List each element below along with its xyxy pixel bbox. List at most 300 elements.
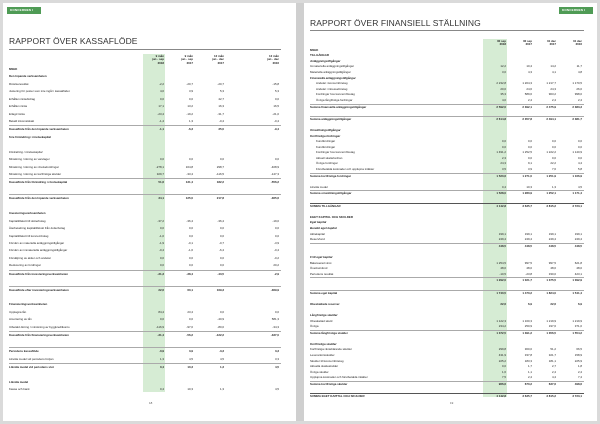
cell-value: 20,0 <box>500 86 506 91</box>
cell-value: 329,7 <box>156 172 164 177</box>
cell-value: 181,1 <box>548 358 556 363</box>
cell-value: 1 280,9 <box>522 191 532 196</box>
cell-value: 2,7 <box>551 364 556 369</box>
cell-value: 1,1 <box>527 369 532 374</box>
cell-value: 1 271,0 <box>522 173 532 178</box>
section-tag: KONCERNEN I SIFFROR <box>559 7 593 14</box>
cell-value: 225,2 <box>498 358 506 363</box>
table-row <box>9 111 281 118</box>
cell-value: 1 204,3 <box>522 81 532 86</box>
cell-value: -147,3 <box>270 172 279 177</box>
cell-value: 1 470,2 <box>522 290 532 295</box>
cell-value: 7,4 <box>577 375 582 380</box>
cell-value: 4,3 <box>527 69 532 74</box>
cell-value: 448,5 <box>524 243 532 248</box>
cell-value: 249,4 <box>574 237 582 242</box>
page-balance-sheet <box>304 3 597 421</box>
cell-value: -122,2 <box>215 333 224 338</box>
table-row <box>9 178 281 186</box>
cell-value: 3 635,7 <box>522 394 532 399</box>
cell-value: -36,4 <box>186 218 193 223</box>
cell-value: 51,2 <box>550 347 556 352</box>
cell-value: 1,6 <box>501 369 506 374</box>
cell-value: 2 381,7 <box>572 116 582 121</box>
page-gutter <box>296 3 304 421</box>
cell-value: 4,0 <box>159 89 164 94</box>
title-rule <box>9 49 281 50</box>
cell-value: 448,5 <box>574 243 582 248</box>
cell-value: 0,4 <box>501 184 506 189</box>
cell-value: 10,3 <box>187 387 193 392</box>
table-row <box>9 233 281 240</box>
cell-value: -31,7 <box>217 111 224 116</box>
cell-value: 4,5 <box>219 356 224 361</box>
cell-value: 2 232,8 <box>496 81 506 86</box>
row-label: Kortfristiga räntebärande skulder <box>310 347 352 352</box>
cell-value: 183,3 <box>524 358 532 363</box>
row-label: Förutbetalda kostnader och upplupna intäkter <box>316 167 375 172</box>
cell-value: -0,2 <box>274 255 279 260</box>
column-header: jan - dec <box>212 57 224 62</box>
cell-value: 48,0 <box>500 266 506 271</box>
page-title: RAPPORT ÖVER FINANSIELL STÄLLNING <box>310 18 481 28</box>
table-row <box>9 156 281 163</box>
cell-value: 13,2 <box>187 104 193 109</box>
cell-value: 48,0 <box>526 266 532 271</box>
cell-value: -337,0 <box>270 333 279 338</box>
cell-value: 48,0 <box>550 266 556 271</box>
cell-value: 0,0 <box>577 139 582 144</box>
cell-value: 12,2 <box>500 64 506 69</box>
cell-value: 2,4 <box>577 97 582 102</box>
row-label: Kassaflöde från förändring i rörelsekapital <box>9 180 68 185</box>
cell-value: 1,3 <box>188 118 193 123</box>
column-header: 9 mån <box>155 54 164 58</box>
row-label: Balanserad vinst <box>310 260 332 265</box>
table-row <box>9 149 281 156</box>
page-title: RAPPORT ÖVER KASSAFLÖDE <box>9 36 138 46</box>
cell-value: 448,5 <box>548 243 556 248</box>
cell-value: -21,0 <box>272 111 279 116</box>
row-label: Leverantörsskulder <box>310 353 335 358</box>
row-label: Finansieringsverksamheten <box>9 302 48 307</box>
row-label: Kassaflöde från den löpande verksamheten <box>9 196 69 201</box>
cell-value: 1 219,9 <box>546 318 556 323</box>
cell-value: 903,2 <box>548 92 556 97</box>
column-header: 9 mån <box>184 54 193 58</box>
cell-value: -6,3 <box>188 127 193 132</box>
cell-value: 3 723,1 <box>572 203 582 208</box>
cell-value: 199,1 <box>498 231 506 236</box>
cell-value: -31,4 <box>157 333 164 338</box>
cell-value: 0,0 <box>501 139 506 144</box>
cell-value: 4,5 <box>274 364 279 369</box>
row-label: Övriga skulder <box>310 369 329 374</box>
table-row <box>9 386 281 393</box>
cell-value: 22,6 <box>500 301 506 306</box>
cell-value: 3,3 <box>274 349 279 354</box>
row-label: MSEK <box>9 66 18 71</box>
row-label: Bundet eget kapital <box>310 226 337 230</box>
cell-value: 10,3 <box>187 364 193 369</box>
balance-sheet-table <box>310 40 584 400</box>
cell-value: -1,4 <box>159 118 164 123</box>
row-label: Fritt eget kapital <box>310 254 333 259</box>
cell-value: 197,6 <box>548 324 556 329</box>
cell-value: 0,0 <box>577 155 582 160</box>
cell-value: 3 723,1 <box>572 394 582 399</box>
cell-value: 0,0 <box>527 139 532 144</box>
table-row <box>9 81 281 88</box>
column-header: jan - dec <box>267 57 279 62</box>
cell-value: 34,1 <box>158 196 164 201</box>
cell-value: 1 252,5 <box>522 150 532 155</box>
cell-value: 2 494,1 <box>546 116 556 121</box>
row-label: Summa kortfristiga skulder <box>310 382 348 387</box>
cell-value: 2,4 <box>551 97 556 102</box>
cell-value: 0,0 <box>188 263 193 268</box>
row-label: MSEK <box>310 47 319 52</box>
row-label: SUMMA EGET KAPITAL OCH SKULDER <box>310 394 365 399</box>
cell-value: -1,0 <box>159 233 164 238</box>
cell-value: 498,6 <box>574 382 582 387</box>
cell-value: 249,4 <box>524 237 532 242</box>
cell-value: -3,9 <box>274 240 279 245</box>
row-label: Minskning / ökning av kortfristiga skulder <box>9 172 62 177</box>
cell-value: 0,0 <box>159 96 164 101</box>
cell-value: -56,2 <box>186 333 193 338</box>
row-label: Försäljning av aktier och andelar <box>9 255 51 260</box>
row-label: Justering för poster som inte ingår i kassaflödet <box>9 89 70 94</box>
table-row <box>9 309 281 316</box>
cell-value: 0,0 <box>274 96 279 101</box>
cell-value: 1 252,1 <box>546 191 556 196</box>
cell-value: 249,4 <box>498 237 506 242</box>
cell-value: 1,7 <box>527 364 532 369</box>
table-row <box>310 190 584 197</box>
row-label: Andelar i koncernföretag <box>316 81 348 86</box>
column-header: 2016 <box>272 60 279 65</box>
cell-value: 321,7 <box>548 353 556 358</box>
cell-value: 0,0 <box>219 255 224 260</box>
cell-value: 0,0 <box>527 144 532 149</box>
table-row <box>9 294 281 301</box>
table-row <box>310 277 584 284</box>
cell-value: 3,3 <box>274 356 279 361</box>
cell-value: 16,5 <box>273 104 279 109</box>
table-row <box>9 134 281 141</box>
cell-value: 3,5 <box>501 167 506 172</box>
table-row <box>9 247 281 254</box>
row-label: Immateriella anläggningstillgångar <box>310 64 354 69</box>
table-row <box>310 393 584 400</box>
cell-value: 1 122,3 <box>496 318 506 323</box>
table-row <box>310 330 584 337</box>
row-label: EGET KAPITAL OCH SKULDER <box>310 214 353 219</box>
cell-value: 1 491,2 <box>496 150 506 155</box>
row-label: Kundfordringar <box>316 144 336 149</box>
table-row <box>9 194 281 202</box>
column-header: 31 dec <box>547 39 556 43</box>
row-label: Skulder till koncernföretag <box>310 358 344 363</box>
cell-value: 3 815,2 <box>546 394 556 399</box>
cell-value: 2 383,3 <box>572 104 582 109</box>
cell-value: 1 166,9 <box>572 173 582 178</box>
cell-value: -6,4 <box>219 248 224 253</box>
row-label: Kortfristiga fordringar <box>310 133 341 138</box>
cell-value: 4,4 <box>551 375 556 380</box>
cell-value: 2 592,0 <box>496 104 506 109</box>
table-row <box>9 171 281 178</box>
row-label: Summa omsättningstillgångar <box>310 191 352 196</box>
cell-value: 1 541,4 <box>572 290 582 295</box>
cell-value: 24,6 <box>526 86 532 91</box>
cell-value: 0,0 <box>188 255 193 260</box>
cell-value: 24,3 <box>550 86 556 91</box>
cell-value: 6,9 <box>577 301 582 306</box>
table-row <box>9 218 281 225</box>
cell-value: -0,4 <box>274 248 279 253</box>
column-header: 30 sep <box>497 39 506 43</box>
row-label: Likvida medel vid periodens början <box>9 356 54 361</box>
row-label: Kapitaltillskott till koncernbolag <box>9 233 49 238</box>
cell-value: 4,0 <box>501 97 506 102</box>
table-row <box>9 118 281 125</box>
cell-value: 0,0 <box>274 157 279 162</box>
column-header: jan - sep <box>152 57 164 62</box>
row-label: Långfristiga skulder <box>310 312 338 317</box>
cell-value: -33,4 <box>186 172 193 177</box>
row-label: Materiella anläggningstillgångar <box>310 69 351 74</box>
cell-value: 1 824,0 <box>546 290 556 295</box>
table-row <box>9 356 281 363</box>
cell-value: 3,9 <box>188 349 193 354</box>
cell-value: -31,3 <box>157 271 164 276</box>
table-row <box>310 173 584 180</box>
page-number: 18 <box>149 401 153 405</box>
row-label: Likvida medel <box>310 184 328 189</box>
column-header: 2016 <box>575 42 582 47</box>
cell-value: -365,6 <box>270 196 279 201</box>
cell-value: -408,9 <box>270 164 279 169</box>
column-header: 2017 <box>186 60 193 65</box>
table-row <box>9 103 281 110</box>
table-row <box>9 73 281 80</box>
cell-value: 66,5 <box>576 347 582 352</box>
column-headers <box>9 55 281 66</box>
table-row <box>9 301 281 308</box>
cell-value: 1 356,5 <box>546 330 556 335</box>
cell-value: 0,4 <box>159 387 164 392</box>
row-label: Kundfordringar <box>316 139 336 144</box>
cell-value: 1 520,6 <box>496 173 506 178</box>
table-row <box>9 88 281 95</box>
cell-value: 6,9 <box>527 301 532 306</box>
cell-value: 199,1 <box>524 231 532 236</box>
row-label: Summa anläggningstillgångar <box>310 116 352 121</box>
cell-value: 3,9 <box>527 167 532 172</box>
row-label: Den löpande verksamheten <box>9 74 47 79</box>
cell-value: 0,0 <box>188 226 193 231</box>
cell-value: -19,2 <box>186 111 193 116</box>
row-label: Upptagna lån <box>9 309 27 314</box>
column-headers <box>310 40 584 48</box>
cell-value: 20,2 <box>273 263 279 268</box>
row-label: Summa eget kapital <box>310 290 338 295</box>
table-row <box>9 286 281 294</box>
row-label: Erhållen ränta <box>9 104 27 109</box>
row-label: Rörelseresultat <box>9 81 29 86</box>
cell-value: -116,9 <box>156 324 164 329</box>
cell-value: -23,4 <box>157 111 164 116</box>
cell-value: 7,5 <box>501 375 506 380</box>
cell-value: -0,4 <box>159 248 164 253</box>
row-label: Erhållen räntebidrag <box>9 96 36 101</box>
cell-value: 1 170,5 <box>572 81 582 86</box>
cell-value: -556,2 <box>270 180 279 185</box>
cell-value: 1 740,5 <box>496 290 506 295</box>
cell-value: 4,8 <box>577 69 582 74</box>
cell-value: -38,4 <box>186 271 193 276</box>
table-row <box>9 363 281 371</box>
cell-value: -15,8 <box>272 81 279 86</box>
cell-value: -23,8 <box>525 271 532 276</box>
cell-value: 1 171,4 <box>572 191 582 196</box>
row-label: Överkursfond <box>310 266 328 271</box>
row-label: Obeskattade reserver <box>310 301 340 306</box>
row-label: Kortfristiga skulder <box>310 341 337 346</box>
cell-value: 2 614,8 <box>496 116 506 121</box>
cell-value: 42,7 <box>218 96 224 101</box>
cell-value: 217,8 <box>216 196 224 201</box>
cell-value: 24,3 <box>500 161 506 166</box>
cell-value: -34,3 <box>272 324 279 329</box>
cell-value: 1 554,2 <box>572 330 582 335</box>
cell-value: 1 375,5 <box>546 278 556 283</box>
table-row <box>9 316 281 323</box>
cell-value: 997,5 <box>548 260 556 265</box>
table-row <box>310 243 584 250</box>
cell-value: 0,0 <box>159 263 164 268</box>
cell-value: 0,0 <box>501 144 506 149</box>
row-label: Reducering av fordringar <box>9 263 41 268</box>
cell-value: 5,8 <box>577 167 582 172</box>
cell-value: -2,9 <box>274 271 279 276</box>
cell-value: 2,4 <box>551 369 556 374</box>
cell-value: -0,7 <box>219 240 224 245</box>
cell-value: 22,2 <box>550 161 556 166</box>
row-label: TILLGÅNGAR <box>310 53 329 58</box>
cell-value: 4,5 <box>274 387 279 392</box>
cell-value: 0,0 <box>219 157 224 162</box>
cell-value: 60,1 <box>187 287 193 292</box>
cell-value: 5,3 <box>219 89 224 94</box>
row-label: Likvida medel <box>9 379 29 384</box>
table-row <box>9 225 281 232</box>
cell-value: 0,4 <box>159 364 164 369</box>
cell-value: 22,6 <box>158 287 164 292</box>
cell-value: 423,1 <box>574 271 582 276</box>
row-label: Erlagd ränta <box>9 111 25 116</box>
title-rule <box>310 30 584 31</box>
table-row <box>9 331 281 339</box>
cell-value: 300,0 <box>524 347 532 352</box>
table-row <box>9 66 281 73</box>
cell-value: 1,3 <box>159 356 164 361</box>
cell-value: 199,1 <box>574 231 582 236</box>
row-label: Fordringar hos koncernföretag <box>316 150 355 155</box>
cell-value: 158,9 <box>574 353 582 358</box>
cell-value: 0,0 <box>159 157 164 162</box>
cell-value: 4,4 <box>577 161 582 166</box>
cell-value: -0,1 <box>188 240 193 245</box>
column-header: jan - sep <box>181 57 193 62</box>
cell-value: 0,0 <box>551 144 556 149</box>
cell-value: 1 021,7 <box>522 278 532 283</box>
row-label: Fordringar hos koncernföretag <box>316 92 355 97</box>
row-label: Förvärv av materiella anläggningstillgångar <box>9 240 65 245</box>
cell-value: 0,0 <box>188 317 193 322</box>
cell-value: 249,4 <box>548 237 556 242</box>
cell-value: 0,0 <box>551 155 556 160</box>
cell-value: 299,8 <box>498 347 506 352</box>
cell-value: 1 160,3 <box>522 318 532 323</box>
row-label: Eget kapital <box>310 220 327 225</box>
cell-value: -43,5 <box>217 271 224 276</box>
cell-value: -0,4 <box>274 118 279 123</box>
row-label: Övriga <box>310 324 319 329</box>
cell-value: -1,9 <box>159 240 164 245</box>
cell-value: 10,4 <box>526 64 532 69</box>
cell-value: 1 140,9 <box>572 150 582 155</box>
cell-value: -2,2 <box>159 81 164 86</box>
cell-value: 2 475,9 <box>546 104 556 109</box>
cell-value: 2 392,1 <box>522 104 532 109</box>
column-header: 2017 <box>217 60 224 65</box>
table-row <box>310 381 584 388</box>
table-row <box>9 340 281 347</box>
cell-value: 4,5 <box>577 184 582 189</box>
cell-value: 0,0 <box>577 144 582 149</box>
column-header: 31 dec <box>573 39 582 43</box>
cell-value: -369,9 <box>270 287 279 292</box>
table-row <box>9 278 281 285</box>
cell-value: 371,0 <box>574 324 582 329</box>
table-row <box>9 164 281 171</box>
cell-value: 0,0 <box>188 233 193 238</box>
table-row <box>9 255 281 262</box>
row-label: Upplupna kostnader och förutbetalda intäkter <box>310 375 368 380</box>
table-row <box>9 347 281 355</box>
cell-value: 35,3 <box>500 92 506 97</box>
cell-value: 23,4 <box>187 309 193 314</box>
row-label: Förvärv av immateriella anläggningstillgångar <box>9 248 68 253</box>
cell-value: -40,9 <box>217 317 224 322</box>
row-label: Kapitaltillskott till dotterbolag <box>9 218 46 223</box>
cell-value: 966,6 <box>498 382 506 387</box>
page-number: 19 <box>450 401 454 405</box>
cell-value: 0,0 <box>219 309 224 314</box>
cell-value: 1 219,9 <box>572 318 582 323</box>
table-row <box>9 187 281 194</box>
cell-value: 330,0 <box>548 271 556 276</box>
cell-value: 26,0 <box>576 86 582 91</box>
row-label: Aktuella skatteskulder <box>310 364 339 369</box>
column-header: 2017 <box>549 42 556 47</box>
cell-value: 0,0 <box>551 139 556 144</box>
column-header: 12 mån <box>269 54 279 58</box>
column-header: 2018 <box>499 42 506 47</box>
